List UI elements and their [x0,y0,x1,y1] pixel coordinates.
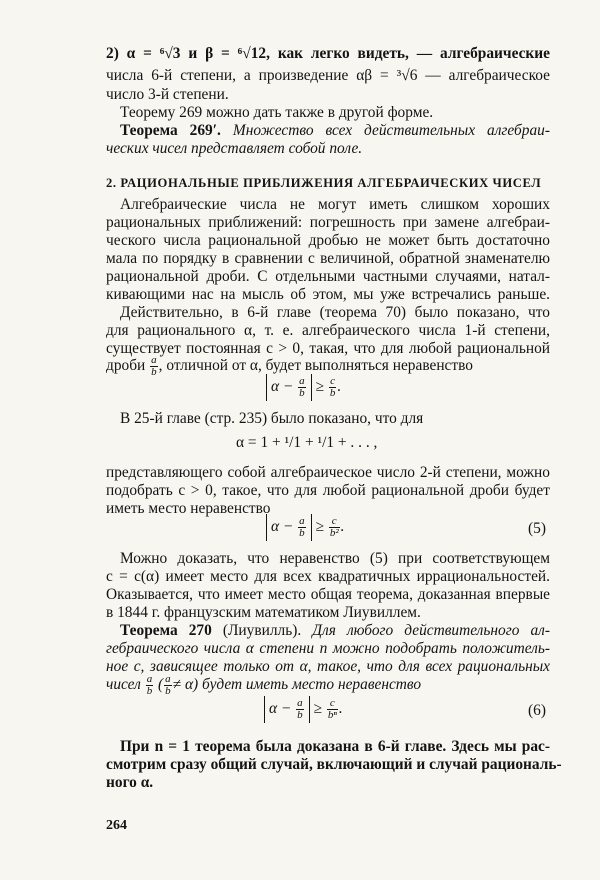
text-line: рациональной дроби. С отдельными частными случаями, натал- [106,268,550,285]
text-line: c = c(α) имеет место для всех квадратичных иррациональностей. [106,568,550,585]
text-line: 2) α = ⁶√3 и β = ⁶√12, как легко видеть, — алгебраические [106,45,550,62]
text-line: мала по порядку в сравнении с величиной, обратной знаменателю [106,250,550,267]
text-line: Действительно, в 6-й главе (теорема 70) было показано, что [120,304,550,321]
text-line: в 1844 г. французским математиком Лиувиллем. [106,604,421,621]
text-line: смотрим сразу общий случай, включающий и случай рациональ- [106,756,562,773]
formula-5: α − $\frac{a}{b}$ ≥ $\frac{c}{\text{b²}}$ . [266,514,345,541]
section-heading: 2. РАЦИОНАЛЬНЫЕ ПРИБЛИЖЕНИЯ АЛГЕБРАИЧЕСКИХ ЧИСЕЛ [106,176,542,190]
text-line: число 3-й степени. [106,86,229,103]
text-line: ного α. [106,774,154,791]
page-number: 264 [106,818,127,833]
text-line: представляющего собой алгебраическое число 2-й степени, можно [106,464,550,481]
equation-number-6: (6) [528,702,546,719]
text-line: При n = 1 теорема была доказана в 6-й главе. Здесь мы рас- [120,738,550,755]
text-line: для рационального α, т. е. алгебраического числа 1-й степени, [106,322,550,339]
equation-number-5: (5) [528,520,546,537]
text-line: подобрать c > 0, такое, что для любой рациональной дроби будет [106,482,550,499]
text-line: В 25-й главе (стр. 235) было показано, что для [120,410,424,427]
text-line: Алгебраические числа не могут иметь слишком хороших [120,196,550,213]
text-line: гебраического числа α степени n можно подобрать положитель- [106,640,550,657]
text-line: иметь место неравенство [106,500,271,517]
text-line: числа 6-й степени, а произведение αβ = ³√6 — алгебраическое [106,67,550,84]
text-line: ческих чисел представляет собой поле. [106,140,363,157]
text-line: ческого числа рациональной дробью не может быть достаточно [106,232,550,249]
text-line: Теорема 270 (Лиувилль). Для любого действительного ал- [120,622,550,639]
text-line: кивающими нас на мысль об этом, мы уже встречались раньше. [106,286,550,303]
text-line: дроби $\frac{a}{b}$ , отличной от α, будет выполняться неравенство [106,353,473,378]
formula-1: α − $\frac{a}{b}$ ≥ $\frac{c}{b}$ . [266,374,341,401]
fraction-a-b: $\frac{a}{b}$ [151,353,157,378]
text-line: ное c, зависящее только от α, такое, что для всех рациональных [106,658,550,675]
text-line: чисел $\frac{a}{b}$ ( $\frac{a}{b}$ ≠ α) будет иметь место неравенство [106,672,422,697]
formula-2: α = 1 + ¹/1 + ¹/1 + . . . , [236,434,378,451]
text-line: существует постоянная c > 0, такая, что для любой рациональной [106,340,550,357]
theorem-text: Множество всех действительных алгебраи- [232,122,551,139]
formula-6: α − $\frac{a}{b}$ ≥ $\frac{c}{\text{bⁿ}}$ . [264,696,343,723]
text-line: рациональных приближений: погрешность при замене алгебраи- [106,214,550,231]
theorem-269-line [120,122,550,140]
text-line: Оказывается, что имеет место общая теорема, доказанная впервые [106,586,550,603]
text-line: Теорему 269 можно дать также в другой форме. [120,104,434,121]
theorem-label: Теорема 269′. [120,122,221,139]
text-line: Можно доказать, что неравенство (5) при соответствующем [120,550,550,567]
